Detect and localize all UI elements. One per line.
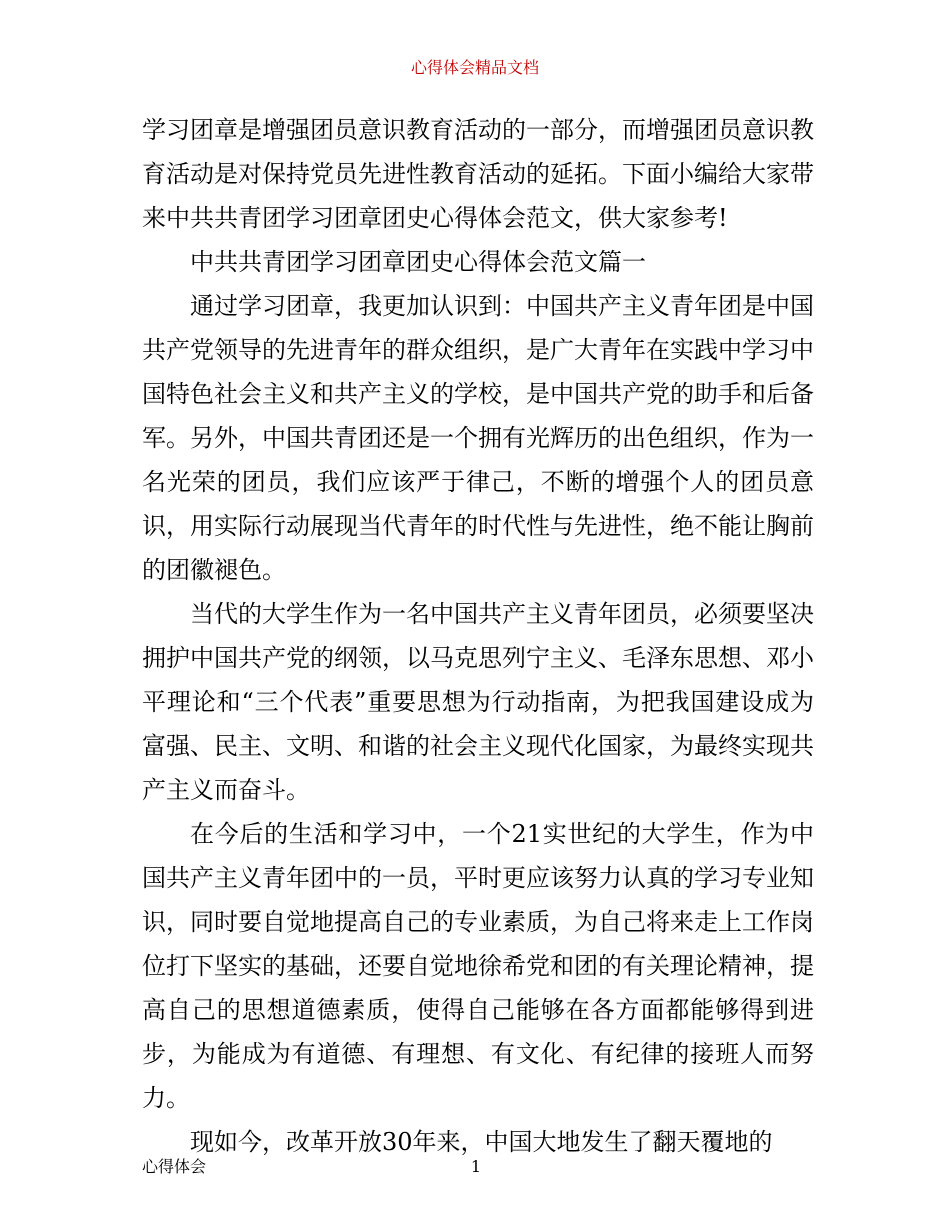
body-paragraph: 当代的大学生作为一名中国共产主义青年团员，必须要坚决拥护中国共产党的纲领，以马克思列宁主义、毛泽东思想、邓小平理论和“三个代表”重要思想为行动指南，为把我国建设成为富强、民主、文明、和谐的社会主义现代化国家，为最终实现共产主义而奋斗。 [142, 600, 814, 804]
body-paragraph: 现如今，改革开放30年来，中国大地发生了翻天覆地的 [190, 1128, 773, 1156]
intro-paragraph: 学习团章是增强团员意识教育活动的一部分，而增强团员意识教育活动是对保持党员先进性教育活动的延拓。下面小编给大家带来中共共青团学习团章团史心得体会范文，供大家参考! [142, 116, 814, 232]
section-heading: 中共共青团学习团章团史心得体会范文篇一 [190, 248, 646, 276]
header-title: 心得体会精品文档 [410, 58, 539, 77]
footer-label: 心得体会 [142, 1157, 207, 1176]
page-number: 1 [470, 1157, 482, 1176]
body-paragraph: 在今后的生活和学习中，一个21实世纪的大学生，作为中国共产主义青年团中的一员，平时更应该努力认真的学习专业知识，同时要自觉地提高自己的专业素质，为自己将来走上工作岗位打下坚实的基础，还要自觉地徐希党和团的有关理论精神，提高自己的思想道德素质，使得自己能够在各方面都能够得到进步，为能成为有道德、有理想、有文化、有纪律的接班人而努力。 [142, 820, 814, 1112]
document-body [142, 108, 814, 1164]
body-paragraph: 通过学习团章，我更加认识到：中国共产主义青年团是中国共产党领导的先进青年的群众组织，是广大青年在实践中学习中国特色社会主义和共产主义的学校，是中国共产党的助手和后备军。另外，中国共青团还是一个拥有光辉历的出色组织，作为一名光荣的团员，我们应该严于律己，不断的增强个人的团员意识，用实际行动展现当代青年的时代性与先进性，绝不能让胸前的团徽褪色。 [142, 292, 814, 584]
